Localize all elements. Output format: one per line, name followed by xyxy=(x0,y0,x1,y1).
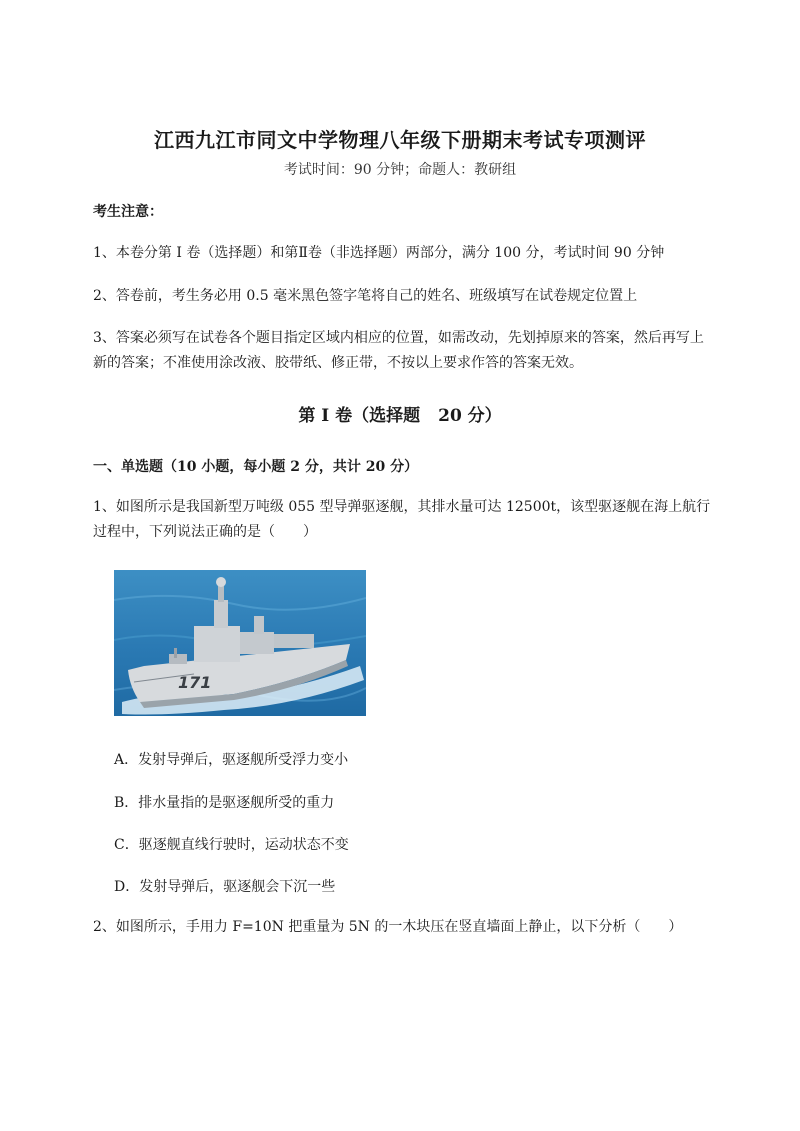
notice-heading: 考生注意： xyxy=(93,204,163,220)
destroyer-image xyxy=(114,570,366,716)
section-title-label: 第 I 卷（选择题 xyxy=(298,406,421,426)
notice-item-2: 2、答卷前，考生务必用 0.5 毫米黑色签字笔将自己的姓名、班级填写在试卷规定位置上 xyxy=(93,288,638,304)
hull-number: 171 xyxy=(178,673,212,692)
option-a: A．发射导弹后，驱逐舰所受浮力变小 xyxy=(114,752,349,768)
notice-item-3: 3、答案必须写在试卷各个题目指定区域内相应的位置，如需改动，先划掉原来的答案，然后再写上新的答案；不准使用涂改液、胶带纸、修正带，不按以上要求作答的答案无效。 xyxy=(93,330,704,371)
option-d: D．发射导弹后，驱逐舰会下沉一些 xyxy=(114,879,336,895)
option-c: C．驱逐舰直线行驶时，运动状态不变 xyxy=(114,837,349,853)
question-1-text: 1、如图所示是我国新型万吨级 055 型导弹驱逐舰，其排水量可达 12500t，该型驱逐舰在海上航行过程中，下列说法正确的是（ ） xyxy=(93,499,711,540)
notice-item-1: 1、本卷分第 I 卷（选择题）和第Ⅱ卷（非选择题）两部分，满分 100 分，考试时间 90 分钟 xyxy=(93,245,665,261)
question-2-text: 2、如图所示，手用力 F=10N 把重量为 5N 的一木块压在竖直墙面上静止，以下分析（ ） xyxy=(93,919,683,935)
exam-title: 江西九江市同文中学物理八年级下册期末考试专项测评 xyxy=(154,128,646,152)
exam-subtitle: 考试时间：90 分钟；命题人：教研组 xyxy=(283,162,517,178)
option-b: B．排水量指的是驱逐舰所受的重力 xyxy=(114,795,335,811)
section-points: 20 分） xyxy=(438,406,502,426)
part-heading: 一、单选题（10 小题，每小题 2 分，共计 20 分） xyxy=(93,459,419,475)
section-title xyxy=(0,401,800,426)
